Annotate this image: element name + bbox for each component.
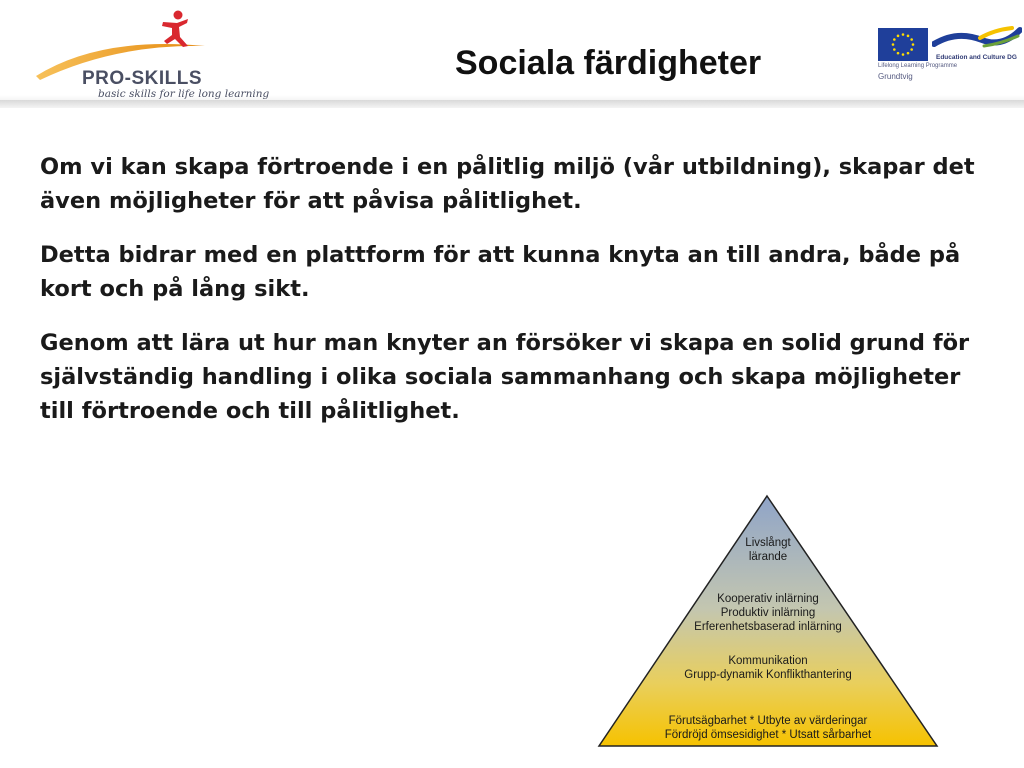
header-divider [0,100,1024,108]
logo-wordmark: PRO-SKILLS [82,68,203,89]
eu-star-icon [910,48,913,51]
pyramid-text: Erferenhetsbaserad inlärning [694,621,842,633]
eu-programme-logo [878,26,1018,86]
eu-star-icon [912,43,915,46]
eu-star-icon [907,35,910,38]
eu-star-icon [893,38,896,41]
pyramid-text: lärande [748,551,788,563]
eu-star-icon [897,52,900,55]
pyramid-level-4 [596,714,940,742]
education-culture-swoosh-icon [932,26,1022,52]
pro-skills-logo [30,6,270,101]
slide-header [0,0,1024,108]
pyramid-level-1 [596,536,940,564]
learning-pyramid [596,494,940,750]
eu-star-icon [902,33,905,36]
pyramid-text: Grupp-dynamik Konflikthantering [684,669,852,681]
pyramid-text: Kommunikation [728,655,808,667]
eu-dg-label: Education and Culture DG [936,54,1017,61]
eu-star-icon [897,35,900,38]
pyramid-text: Livslångt [745,537,791,549]
pyramid-text: Produktiv inlärning [720,607,816,619]
pyramid-level-3 [596,654,940,682]
pyramid-text: Kooperativ inlärning [717,593,819,605]
pyramid-text: Förutsägbarhet * Utbyte av värderingar [668,715,868,727]
body-paragraph: Detta bidrar med en plattform för att kunna knyta an till andra, både på kort och på lång sikt. [40,242,961,302]
eu-programme-label: Lifelong Learning Programme [878,63,958,69]
eu-star-icon [893,48,896,51]
eu-star-icon [902,53,905,56]
body-paragraph: Genom att lära ut hur man knyter an försöker vi skapa en solid grund för självständig handling i olika sociala sammanhang och skapa möjligheter till förtroende och till pålitlighet. [40,330,970,424]
body-paragraph: Om vi kan skapa förtroende i en pålitlig miljö (vår utbildning), skapar det även möjligheter för att påvisa pålitlighet. [40,154,975,214]
pyramid-text: Fördröjd ömsesidighet * Utsatt sårbarhet [664,729,872,741]
slide-body [40,150,1000,448]
eu-star-icon [907,52,910,55]
pyramid-level-2 [596,592,940,634]
logo-tagline: basic skills for life long learning [98,88,270,100]
slide-title: Sociala färdigheter [455,44,762,82]
eu-stars-icon [878,28,928,61]
eu-flag-icon [878,28,928,61]
eu-subprogramme-label: Grundtvig [878,72,913,81]
eu-star-icon [892,43,895,46]
eu-star-icon [910,38,913,41]
